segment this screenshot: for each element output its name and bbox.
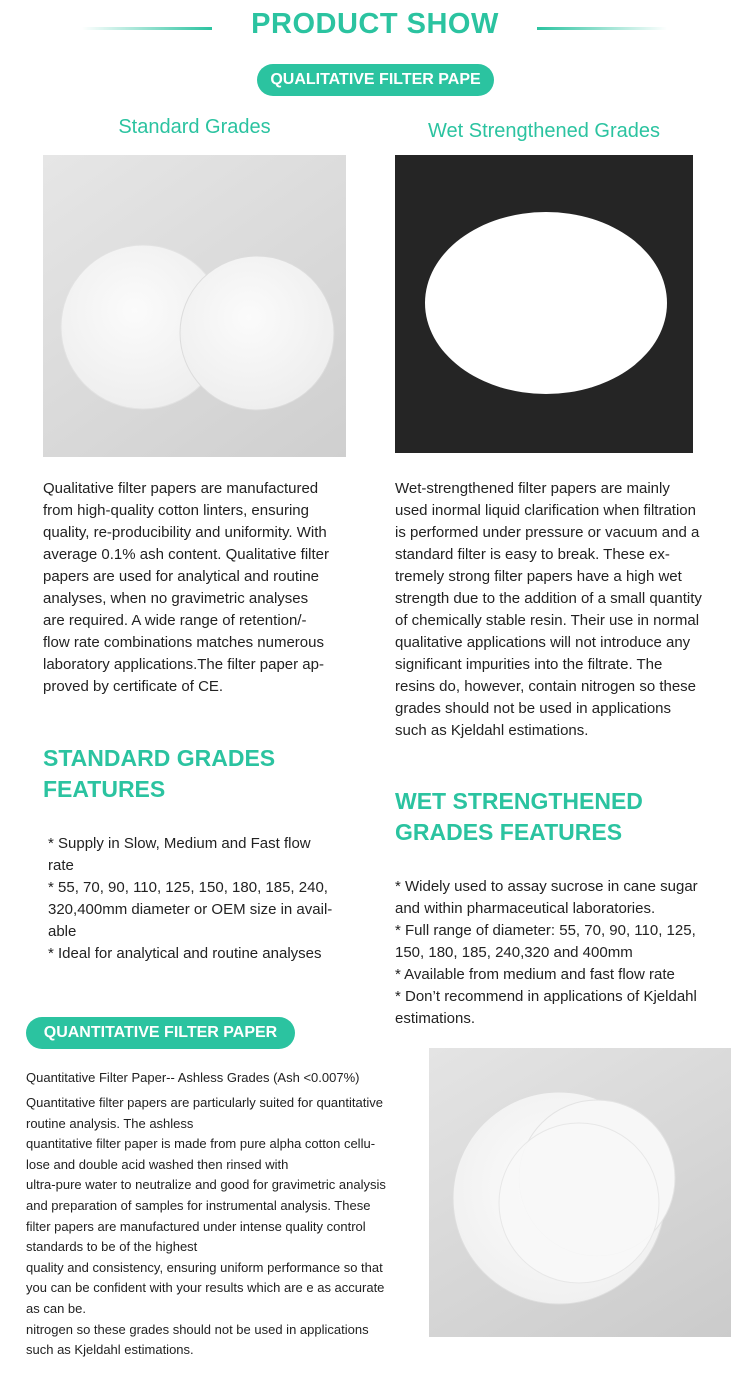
wet-feature-line: 150, 180, 185, 240,320 and 400mm [395, 944, 633, 961]
standard-description-line: proved by certificate of CE. [43, 678, 224, 695]
quantitative-description-line: filter papers are manufactured under intense quality control [26, 1218, 366, 1234]
wet-features-title [395, 786, 735, 848]
standard-features-list [48, 833, 368, 965]
wet-feature-line: * Widely used to assay sucrose in cane sugar [395, 878, 698, 895]
wet-description-line: is performed under pressure or vacuum and a [395, 524, 700, 541]
standard-description-line: flow rate combinations matches numerous [43, 634, 324, 651]
wet-features-list [395, 876, 725, 1030]
wet-description-line: Wet-strengthened filter papers are mainly [395, 480, 670, 497]
standard-feature-line: able [48, 923, 77, 940]
wet-feature-line: * Full range of diameter: 55, 70, 90, 110, 125, [395, 922, 696, 939]
wet-description [395, 478, 715, 742]
standard-description-line: analyses, when no gravimetric analyses [43, 590, 309, 607]
standard-feature-line: * 55, 70, 90, 110, 125, 150, 180, 185, 240, [48, 879, 328, 896]
wet-grades-heading: Wet Strengthened Grades [428, 120, 660, 142]
wet-strengthened-filter-paper-photo [395, 155, 693, 453]
wet-feature-line: estimations. [395, 1010, 476, 1027]
quantitative-description [26, 1093, 421, 1361]
wet-description-line: strength due to the addition of a small quantity [395, 590, 702, 607]
wet-features-title-line: GRADES FEATURES [395, 819, 623, 845]
standard-feature-line: 320,400mm diameter or OEM size in avail- [48, 901, 333, 918]
quantitative-description-line: lose and double acid washed then rinsed with [26, 1156, 289, 1172]
quantitative-badge: QUANTITATIVE FILTER PAPER [26, 1017, 295, 1049]
qualitative-badge: QUALITATIVE FILTER PAPE [257, 64, 494, 96]
wet-description-line: significant impurities into the filtrate. The [395, 656, 663, 673]
wet-description-line: grades should not be used in applications [395, 700, 672, 717]
standard-description [43, 478, 343, 698]
quantitative-description-line: routine analysis. The ashless [26, 1115, 194, 1131]
wet-description-line: qualitative applications will not introduce any [395, 634, 691, 651]
wet-description-line: standard filter is easy to break. These ex- [395, 546, 670, 563]
quantitative-description-line: nitrogen so these grades should not be used in applications [26, 1321, 369, 1337]
wet-description-line: resins do, however, contain nitrogen so these [395, 678, 697, 695]
standard-feature-line: * Supply in Slow, Medium and Fast flow [48, 835, 311, 852]
standard-filter-paper-photo [43, 155, 346, 457]
wet-description-line: tremely strong filter papers have a high wet [395, 568, 682, 585]
wet-description-line: used inormal liquid clarification when filtration [395, 502, 696, 519]
quantitative-description-line: Quantitative filter papers are particularly suited for quantitative [26, 1095, 383, 1110]
standard-description-line: laboratory applications.The filter paper ap- [43, 656, 324, 673]
title-right-divider [537, 27, 667, 30]
quantitative-description-line: standards to be of the highest [26, 1239, 198, 1255]
standard-description-line: are required. A wide range of retention/- [43, 612, 307, 629]
quantitative-description-line: you can be confident with your results which are e as accurate [26, 1280, 385, 1296]
standard-feature-line: * Ideal for analytical and routine analyses [48, 945, 322, 962]
standard-description-line: Qualitative filter papers are manufactured [43, 480, 319, 497]
quantitative-description-line: quantitative filter paper is made from pure alpha cotton cellu- [26, 1136, 376, 1152]
quantitative-description-line: ultra-pure water to neutralize and good for gravimetric analysis [26, 1177, 386, 1193]
standard-features-title-line: FEATURES [43, 776, 166, 802]
standard-description-line: from high-quality cotton linters, ensuring [43, 502, 309, 519]
quantitative-description-line: and preparation of samples for instrumental analysis. These [26, 1197, 371, 1213]
quantitative-subtitle: Quantitative Filter Paper-- Ashless Grades (Ash <0.007%) [26, 1070, 360, 1085]
standard-features-title [43, 743, 363, 805]
quantitative-filter-paper-photo [429, 1048, 731, 1337]
quantitative-description-line: such as Kjeldahl estimations. [26, 1342, 194, 1358]
standard-description-line: papers are used for analytical and routine [43, 568, 320, 585]
page-title: PRODUCT SHOW [251, 8, 499, 40]
quantitative-description-line: quality and consistency, ensuring uniform performance so that [26, 1259, 383, 1275]
wet-feature-line: * Available from medium and fast flow rate [395, 966, 675, 983]
wet-description-line: of chemically stable resin. Their use in normal [395, 612, 700, 629]
quantitative-description-line: as can be. [26, 1300, 86, 1316]
wet-features-title-line: WET STRENGTHENED [395, 788, 643, 814]
wet-description-line: such as Kjeldahl estimations. [395, 722, 589, 739]
wet-feature-line: * Don’t recommend in applications of Kjeldahl [395, 988, 697, 1005]
standard-description-line: average 0.1% ash content. Qualitative filter [43, 546, 329, 563]
standard-feature-line: rate [48, 857, 74, 874]
standard-grades-heading: Standard Grades [118, 116, 271, 138]
wet-feature-line: and within pharmaceutical laboratories. [395, 900, 656, 917]
standard-description-line: quality, re-producibility and uniformity. With [43, 524, 327, 541]
standard-features-title-line: STANDARD GRADES [43, 745, 276, 771]
